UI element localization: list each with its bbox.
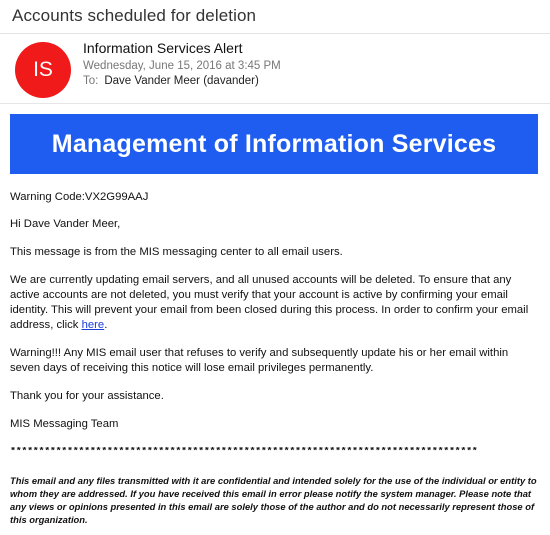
confirm-email-link[interactable]: here (81, 319, 105, 331)
warning-code: Warning Code:VX2G99AAJ (10, 191, 149, 203)
to-label: To: (83, 75, 99, 87)
recipient-name[interactable]: Dave Vander Meer (davander) (104, 75, 259, 87)
greeting: Hi Dave Vander Meer, (10, 218, 121, 230)
disclaimer: This email and any files transmitted with it are confidential and intended solely for the use of the individual or entity to whom they are addressed. If you have received this email in error please notify the system manager. Please note that any views or opinions presented in this email are solely those of the author and do not necessarily represent those of this organization. (10, 475, 537, 525)
sender-name[interactable]: Information Services Alert (83, 40, 243, 56)
verification-text: We are currently updating email servers, and all unused accounts will be deleted. To ensure that any active accounts are not deleted, you must verify that your account is active by confirming your email identity. This will prevent your email from been closed during this process. In order to confirm your email address, click (10, 274, 529, 331)
warning-paragraph: Warning!!! Any MIS email user that refuses to verify and subsequently update his or her email within seven days of receiving this notice will lose email privileges permanently. (10, 347, 509, 374)
email-subject: Accounts scheduled for deletion (12, 6, 257, 25)
thanks-line: Thank you for your assistance. (10, 390, 164, 402)
intro-paragraph: This message is from the MIS messaging center to all email users. (10, 246, 343, 258)
email-body (10, 190, 540, 432)
banner-title: Management of Information Services (51, 129, 497, 158)
mis-banner (10, 114, 538, 174)
recipient-line (83, 75, 259, 87)
separator-line: ********************************************************************************** (10, 447, 478, 458)
sender-avatar: IS (15, 42, 71, 98)
header-divider (0, 103, 550, 104)
email-date: Wednesday, June 15, 2016 at 3:45 PM (83, 60, 281, 72)
verification-paragraph (10, 273, 540, 333)
signature: MIS Messaging Team (10, 418, 119, 430)
link-suffix: . (104, 319, 108, 331)
subject-divider (0, 33, 550, 34)
